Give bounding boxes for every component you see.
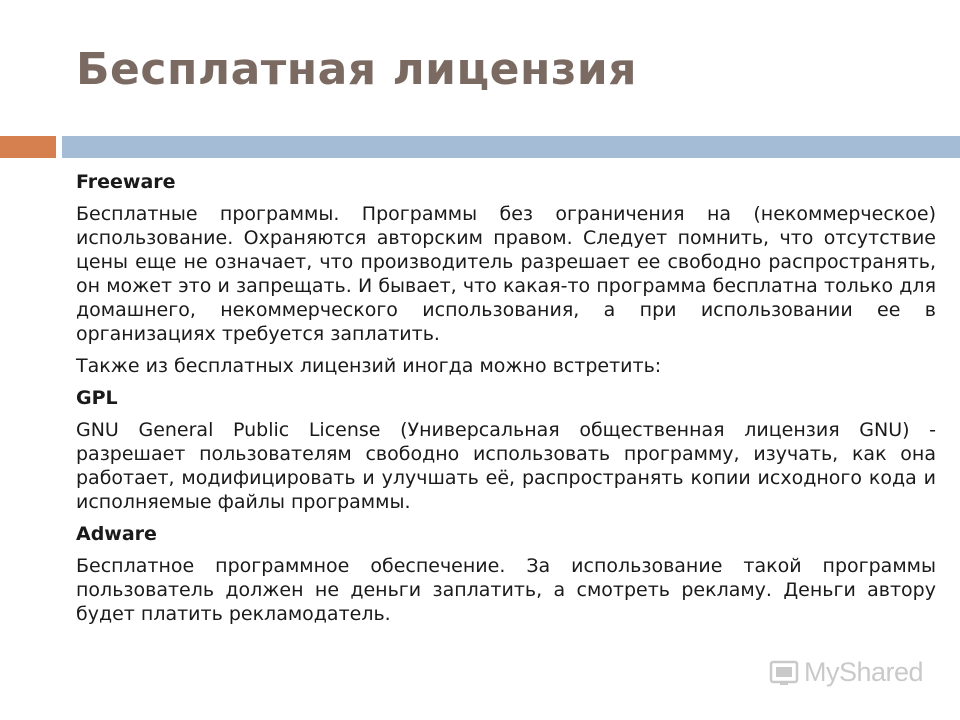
freeware-heading: Freeware xyxy=(76,171,176,193)
slide-content xyxy=(76,170,936,634)
myshared-watermark xyxy=(768,656,923,688)
gpl-text: GNU General Public License (Универсальная общественная лицензия GNU) - разрешает пользователям свободно использовать программу, изучать, как она работает, модифицировать и улучшать её, распространять копии исходного кода и исполняемые файлы программы. xyxy=(76,419,936,513)
myshared-logo-icon xyxy=(768,656,800,688)
also-text: Также из бесплатных лицензий иногда можно встретить: xyxy=(76,355,662,377)
gpl-heading: GPL xyxy=(76,387,118,409)
watermark-text: MyShared xyxy=(804,656,924,687)
accent-bar-orange xyxy=(0,136,56,158)
freeware-text: Бесплатные программы. Программы без ограничения на (некоммерческое) использование. Охраняются авторским правом. Следует помнить, что отсутствие цены еще не означает, что производитель разрешает ее свободно распространять, он может это и запрещать. И бывает, что какая-то программа бесплатна только для домашнего, некоммерческого использования, а при использовании ее в организациях требуется заплатить. xyxy=(76,203,936,345)
accent-bar-blue xyxy=(62,136,960,158)
adware-text: Бесплатное программное обеспечение. За использование такой программы пользователь должен не деньги заплатить, а смотреть рекламу. Деньги автору будет платить рекламодатель. xyxy=(76,555,936,625)
adware-heading: Adware xyxy=(76,523,157,545)
slide-title: Бесплатная лицензия xyxy=(76,44,638,95)
